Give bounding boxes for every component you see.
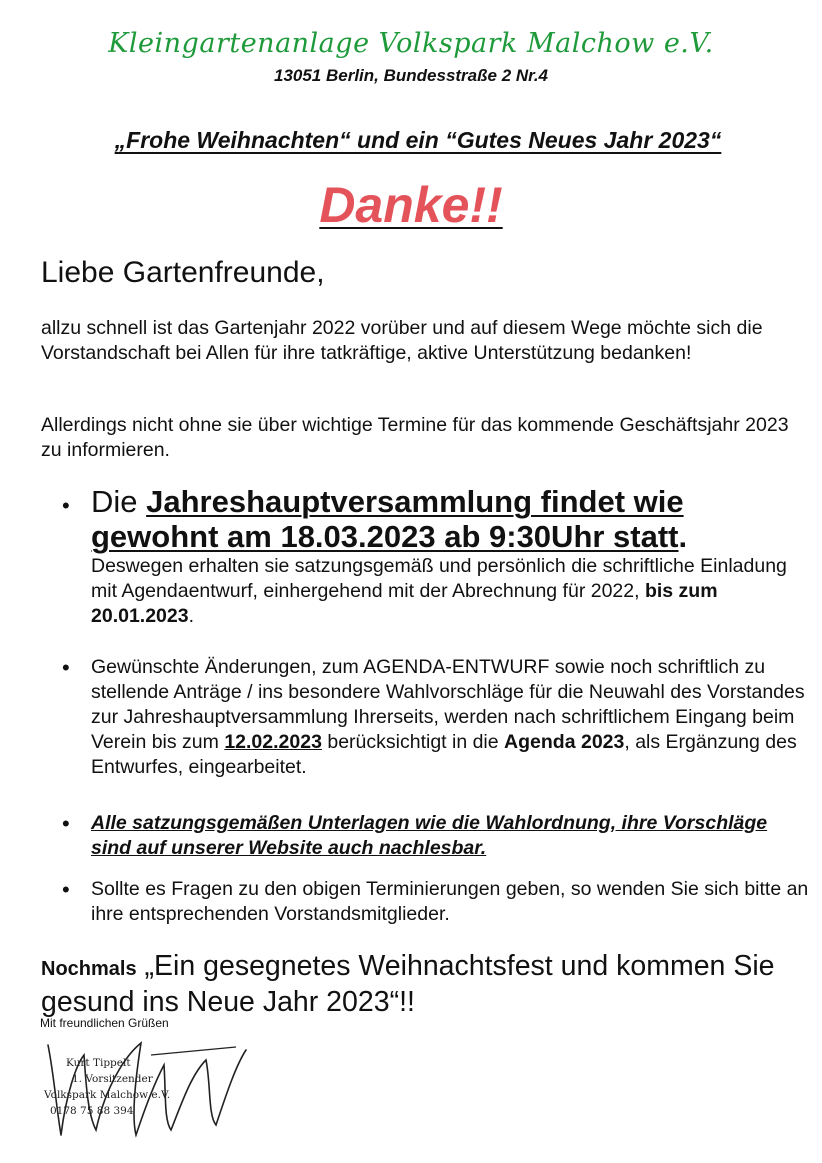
list-item-changes — [91, 655, 811, 780]
salutation: Liebe Gartenfreunde, — [41, 256, 325, 289]
closing-message — [41, 950, 811, 1019]
list-item-meeting — [91, 484, 811, 629]
closing-lead: Nochmals — [41, 958, 137, 980]
stamp-name: Kurt Tippelt — [66, 1057, 131, 1069]
meeting-headline: Jahreshauptversammlung findet wie gewohnt am 18.03.2023 ab 9:30Uhr statt — [91, 484, 684, 554]
info-paragraph: Allerdings nicht ohne sie über wichtige Termine für das kommende Geschäftsjahr 2023 zu informieren. — [41, 414, 789, 461]
bullet-marker: • — [62, 655, 70, 680]
meeting-end: . — [188, 605, 195, 627]
meeting-text: Deswegen erhalten sie satzungsgemäß und persönlich die schriftliche Einladung mit Agendaentwurf, einhergehend mit der Abrechnung für 2022, — [91, 555, 787, 602]
meeting-lead: Die — [91, 484, 138, 519]
bullet-marker: • — [62, 493, 70, 518]
greeting-headline: „Frohe Weihnachten“ und ein “Gutes Neues Jahr 2023“ — [114, 127, 722, 153]
handwritten-signature — [36, 1025, 256, 1145]
bullet-marker: • — [62, 877, 70, 902]
changes-text-b: berücksichtigt in die — [327, 731, 499, 753]
regards: Mit freundlichen Grüßen — [40, 1016, 169, 1030]
danke-title: Danke!! — [319, 177, 503, 233]
documents-text: Alle satzungsgemäßen Unterlagen wie die Wahlordnung, ihre Vorschläge sind auf unserer Website auch nachlesbar. — [91, 812, 768, 859]
club-name: Kleingartenanlage Volkspark Malchow e.V. — [108, 28, 714, 59]
stamp-org: Volkspark Malchow e.V. — [44, 1089, 171, 1101]
list-item-documents — [91, 811, 811, 861]
stamp-phone: 0178 75 88 394 — [50, 1105, 134, 1117]
changes-date: 12.02.2023 — [224, 731, 322, 753]
bullet-marker: • — [62, 811, 70, 836]
changes-text-a: Gewünschte Änderungen, zum AGENDA-ENTWURF sowie noch schriftlich zu stellende Anträge / ins besondere Wahlvorschläge für die Neuwahl des Vorstandes zur Jahreshauptversammlung Ihrerseits, werden nach schriftlichem Eingang beim Verein bis zum — [91, 656, 805, 753]
closing-text: „Ein gesegnetes Weihnachtsfest und kommen Sie gesund ins Neue Jahr 2023“!! — [41, 950, 775, 1018]
club-address: 13051 Berlin, Bundesstraße 2 Nr.4 — [273, 66, 549, 85]
changes-agenda: Agenda 2023 — [504, 731, 625, 753]
changes-text-c: , als Ergänzung des Entwurfes, eingearbeitet. — [91, 731, 797, 778]
stamp-role: 1. Vorsitzender — [72, 1073, 153, 1085]
list-item-questions: Sollte es Fragen zu den obigen Terminierungen geben, so wenden Sie sich bitte an ihre entsprechenden Vorstandsmitglieder. — [91, 878, 809, 925]
meeting-period: . — [678, 519, 688, 554]
meeting-deadline: bis zum 20.01.2023 — [91, 580, 718, 627]
intro-paragraph: allzu schnell ist das Gartenjahr 2022 vorüber und auf diesem Wege möchte sich die Vorstandschaft bei Allen für ihre tatkräftige, aktive Unterstützung bedanken! — [41, 317, 763, 364]
